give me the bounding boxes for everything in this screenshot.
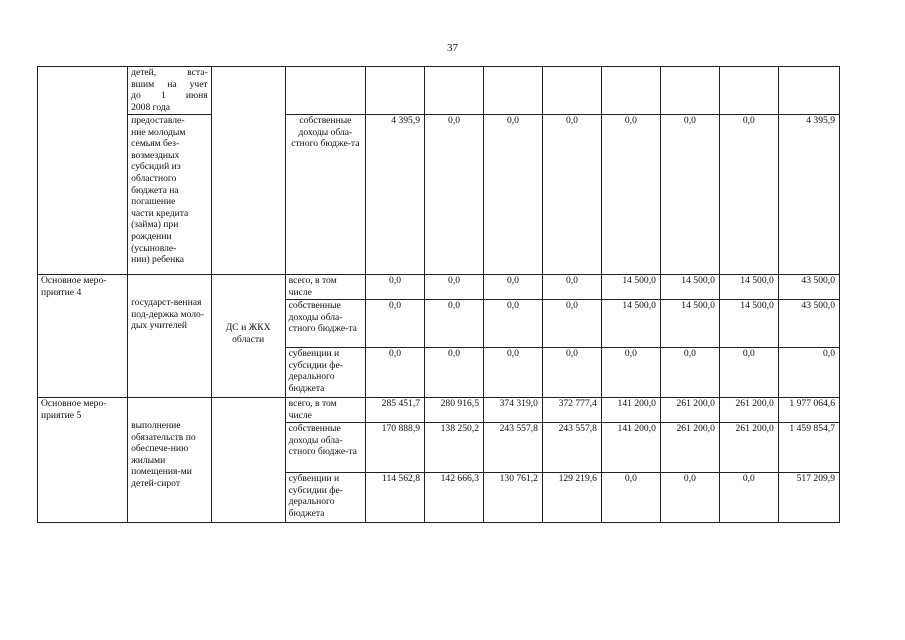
value-cell: 129 219,6	[542, 473, 601, 523]
value-cell: 0,0	[484, 348, 543, 398]
source-cell: собственные доходы обла-стного бюдже-та	[285, 423, 365, 473]
event-name-cell: выполнение обязательств по обеспече-нию жилыми помещения-ми детей-сирот	[128, 398, 212, 523]
value-cell: 372 777,4	[542, 398, 601, 423]
value-cell: 0,0	[719, 115, 778, 275]
value-cell: 0,0	[660, 115, 719, 275]
value-cell: 517 209,9	[778, 473, 839, 523]
value-cell: 0,0	[601, 473, 660, 523]
value-cell: 0,0	[778, 348, 839, 398]
value-cell: 0,0	[660, 473, 719, 523]
value-cell: 0,0	[719, 473, 778, 523]
executor-cell: ДС и ЖКХ области	[211, 275, 285, 398]
value-cell: 0,0	[542, 300, 601, 348]
value-cell: 0,0	[660, 348, 719, 398]
value-cell: 0,0	[484, 115, 543, 275]
value-cell: 0,0	[601, 348, 660, 398]
value-cell: 0,0	[366, 300, 425, 348]
value-cell: 0,0	[425, 115, 484, 275]
value-cell: 0,0	[425, 275, 484, 300]
source-cell: субвенции и субсидии фе-дерального бюджета	[285, 348, 365, 398]
value-cell: 0,0	[542, 275, 601, 300]
value-cell: 243 557,8	[542, 423, 601, 473]
value-cell: 0,0	[542, 115, 601, 275]
value-cell: 14 500,0	[601, 300, 660, 348]
value-cell: 261 200,0	[719, 398, 778, 423]
value-cell: 130 761,2	[484, 473, 543, 523]
value-cell: 0,0	[366, 275, 425, 300]
value-cell: 374 319,0	[484, 398, 543, 423]
source-cell	[285, 67, 365, 115]
table-row	[38, 398, 840, 423]
value-cell: 4 395,9	[366, 115, 425, 275]
value-cell: 0,0	[366, 348, 425, 398]
value-cell: 141 200,0	[601, 398, 660, 423]
value-cell: 142 666,3	[425, 473, 484, 523]
value-cell: 14 500,0	[660, 300, 719, 348]
event-label-cell: Основное меро-приятие 4	[38, 275, 128, 398]
source-cell: собственные доходы обла-стного бюдже-та	[285, 115, 365, 275]
value-cell: 14 500,0	[719, 300, 778, 348]
value-cell: 14 500,0	[660, 275, 719, 300]
value-cell: 0,0	[484, 300, 543, 348]
table-row	[38, 115, 840, 275]
value-cell: 1 459 854,7	[778, 423, 839, 473]
value-cell: 0,0	[719, 348, 778, 398]
event-name-cell: государст-венная под-держка моло-дых учителей	[128, 275, 212, 398]
executor-cell	[211, 398, 285, 523]
value-cell: 0,0	[542, 348, 601, 398]
source-cell: всего, в том числе	[285, 398, 365, 423]
source-cell: всего, в том числе	[285, 275, 365, 300]
value-cell: 141 200,0	[601, 423, 660, 473]
table-row	[38, 67, 840, 115]
event-name-cell: детей, вста- вшим на учет до 1 июня 2008 года	[128, 67, 212, 115]
value-cell: 14 500,0	[719, 275, 778, 300]
value-cell: 0,0	[425, 348, 484, 398]
value-cell: 170 888,9	[366, 423, 425, 473]
value-cell: 243 557,8	[484, 423, 543, 473]
event-name-cell: предоставле- ние молодым семьям без- возмездных субсидий из областного бюджета на погашение части кредита (займа) при рождении (усыновле- нии) ребенка	[128, 115, 212, 275]
table-row	[38, 275, 840, 300]
budget-table	[37, 66, 840, 523]
value-cell: 261 200,0	[660, 398, 719, 423]
value-cell: 14 500,0	[601, 275, 660, 300]
value-cell: 114 562,8	[366, 473, 425, 523]
value-cell: 285 451,7	[366, 398, 425, 423]
value-cell: 0,0	[601, 115, 660, 275]
value-cell: 43 500,0	[778, 275, 839, 300]
value-cell: 138 250,2	[425, 423, 484, 473]
value-cell: 1 977 064,6	[778, 398, 839, 423]
value-cell: 0,0	[425, 300, 484, 348]
value-cell: 4 395,9	[778, 115, 839, 275]
value-cell: 0,0	[484, 275, 543, 300]
value-cell: 280 916,5	[425, 398, 484, 423]
event-label-cell: Основное меро-приятие 5	[38, 398, 128, 523]
value-cell: 261 200,0	[719, 423, 778, 473]
source-cell: субвенции и субсидии фе-дерального бюджета	[285, 473, 365, 523]
event-label-cell	[38, 67, 128, 275]
executor-cell	[211, 67, 285, 275]
page-number: 37	[447, 42, 458, 54]
value-cell: 43 500,0	[778, 300, 839, 348]
value-cell: 261 200,0	[660, 423, 719, 473]
source-cell: собственные доходы обла-стного бюдже-та	[285, 300, 365, 348]
